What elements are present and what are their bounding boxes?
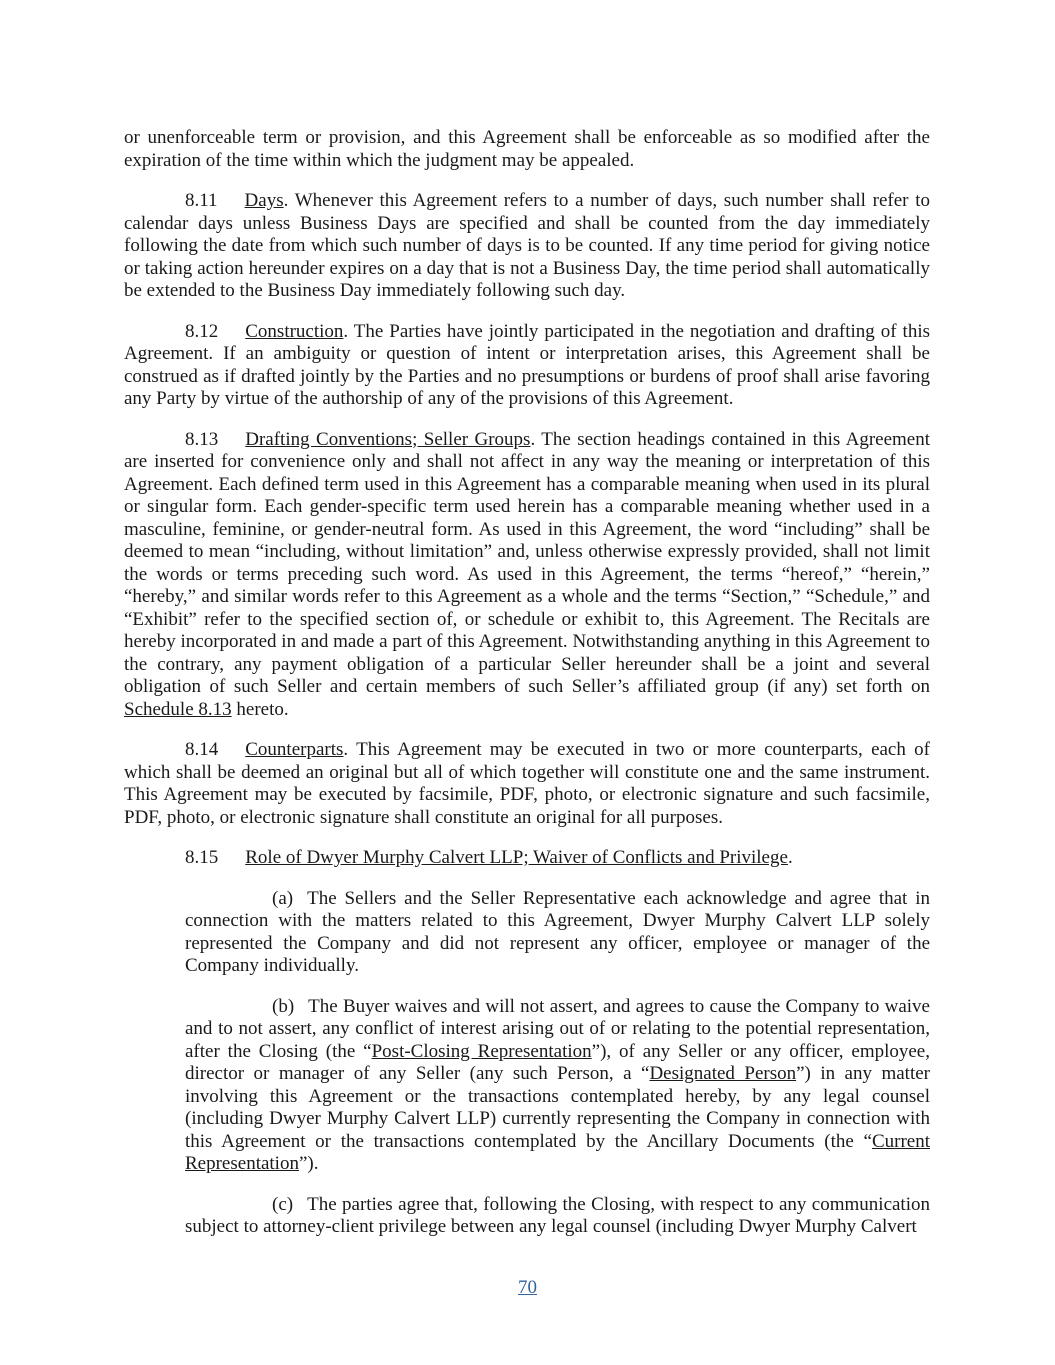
text-segment: . This Agreement may be executed in two or more counterparts, each of which shall be deemed an original but all of which together will constitute one and the same instrument. This Agreement may be executed by facsimile, PDF, photo, or electronic signature and such facsimile, PDF, photo, or electronic signature shall constitute an original for all purposes. (124, 739, 930, 828)
section-number: 8.14 (185, 739, 219, 760)
section-8-15-role-of-dwyer-murphy-calvert (124, 847, 930, 870)
section-8-13-drafting-conventions (124, 429, 930, 722)
underlined-term: Post-Closing Representation (371, 1040, 592, 1062)
underlined-term: Designated Person (649, 1063, 797, 1084)
text-segment: The Sellers and the Seller Representative each acknowledge and agree that in connection with the matters related to this Agreement, Dwyer Murphy Calvert LLP solely represented the Company and did not represent any officer, employee or manager of the Company individually. (185, 887, 930, 976)
underlined-term: Schedule 8.13 (124, 698, 232, 720)
subsection-8-15-c (185, 1194, 930, 1239)
section-number: 8.11 (185, 190, 218, 211)
text-segment: . (787, 847, 793, 868)
text-segment: . The section headings contained in this Agreement are inserted for convenience only and shall not affect in any way the meaning or interpretation of this Agreement. Each defined term used in this Agreement has a comparable meaning when used in its plural or singular form. Each gender-specific term used herein has a comparable meaning whether used in a masculine, feminine, or gender-neutral form. As used in this Agreement, the word “including” shall be deemed to mean “including, without limitation” and, unless otherwise expressly provided, shall not limit the words or terms preceding such word. As used in this Agreement, the terms “hereof,” “herein,” “hereby,” and similar words refer to this Agreement as a whole and the terms “Section,” “Schedule,” and “Exhibit” refer to the specified section of, or schedule or exhibit to, this Agreement. The Recitals are hereby incorporated in and made a part of this Agreement. Notwithstanding anything in this Agreement to the contrary, any payment obligation of a particular Seller hereunder shall be a joint and several obligation of such Seller and certain members of such Seller’s affiliated group (if any) set forth on (124, 428, 931, 697)
underlined-term: Drafting Conventions; Seller Groups (245, 428, 531, 450)
text-segment: ”). (298, 1153, 319, 1174)
page-footer (0, 1277, 1055, 1300)
text-segment: . Whenever this Agreement refers to a number of days, such number shall refer to calendar days unless Business Days are specified and shall be counted from the day immediately following the date from which such number of days is to be counted. If any time period for giving notice or taking action hereunder expires on a day that is not a Business Day, the time period shall automatically be extended to the Business Day immediately following such day. (124, 190, 930, 301)
text-segment: The Buyer waives and will not assert, and agrees to cause the Company to waive and to not assert, any conflict of interest arising out of or relating to the potential representation, after the Closing (the “ (185, 995, 930, 1062)
underlined-term: Current Representation (185, 1130, 930, 1174)
subsection-8-15-a (185, 888, 930, 978)
underlined-term: Construction (245, 320, 344, 342)
section-8-11-days (124, 190, 930, 303)
subsection-letter: (a) (272, 887, 294, 909)
section-number: 8.12 (185, 320, 219, 342)
subsection-8-15-b (185, 996, 930, 1176)
section-8-14-counterparts (124, 739, 930, 829)
text-segment: The parties agree that, following the Closing, with respect to any communication subject to attorney-client privilege between any legal counsel (including Dwyer Murphy Calvert (185, 1193, 930, 1237)
subsection-letter: (b) (272, 995, 295, 1017)
underlined-term: Counterparts (245, 739, 344, 760)
text-segment: ”), of any Seller or any officer, employee, director or manager of any Seller (any such Person, a “ (185, 1040, 930, 1084)
text-segment: or unenforceable term or provision, and this Agreement shall be enforceable as so modified after the expiration of the time within which the judgment may be appealed. (124, 127, 930, 171)
section-8-12-construction (124, 321, 930, 411)
paragraph-continuation (124, 127, 930, 172)
text-segment: hereto. (231, 698, 289, 720)
underlined-term: Role of Dwyer Murphy Calvert LLP; Waiver of Conflicts and Privilege (245, 847, 788, 868)
text-segment: . The Parties have jointly participated in the negotiation and drafting of this Agreement. If an ambiguity or question of intent or interpretation arises, this Agreement shall be construed as if drafted jointly by the Parties and no presumptions or burdens of proof shall arise favoring any Party by virtue of the authorship of any of the provisions of this Agreement. (124, 320, 930, 409)
section-number: 8.13 (185, 428, 219, 450)
section-number: 8.15 (185, 847, 219, 868)
page-number: 70 (518, 1277, 537, 1298)
underlined-term: Days (244, 190, 284, 211)
document-body (124, 127, 930, 1257)
text-segment: ”) in any matter involving this Agreement or the transactions contemplated hereby, by any legal counsel (including Dwyer Murphy Calvert LLP) currently representing the Company in connection with this Agreement or the transactions contemplated by the Ancillary Documents (the “ (185, 1063, 930, 1152)
subsection-letter: (c) (272, 1193, 294, 1215)
